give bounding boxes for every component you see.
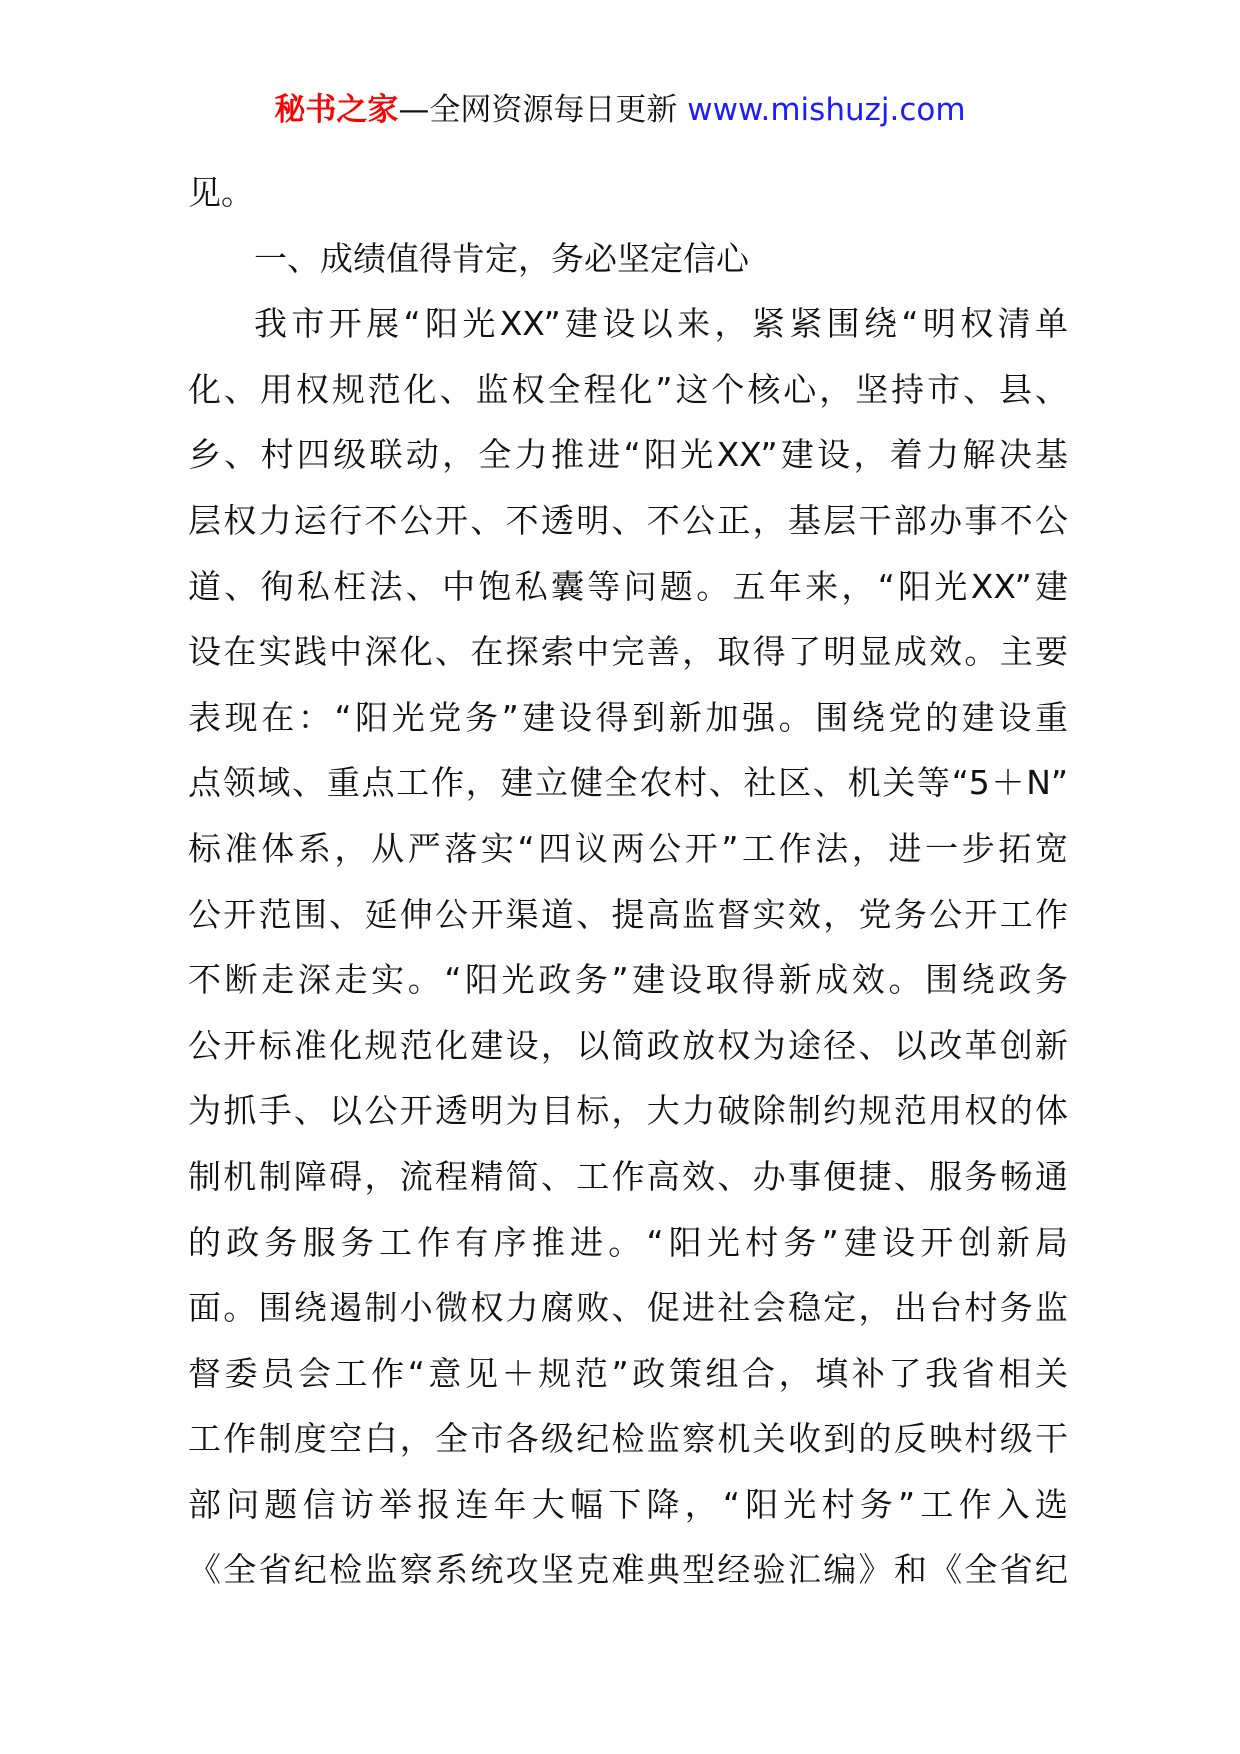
brand-name: 秘书之家 xyxy=(274,92,399,128)
text-line: 公开标准化规范化建设，以简政放权为途径、以改革创新 xyxy=(188,1025,1068,1065)
text-line: 不断走深走实。“阳光政务”建设取得新成效。围绕政务 xyxy=(188,960,1068,1000)
text-line: 道、徇私枉法、中饱私囊等问题。五年来，“阳光XX”建 xyxy=(188,566,1068,606)
document-body xyxy=(188,160,1068,1603)
text-line: 的政务服务工作有序推进。“阳光村务”建设开创新局 xyxy=(188,1222,1068,1262)
text-line: 表现在：“阳光党务”建设得到新加强。围绕党的建设重 xyxy=(188,697,1068,737)
text-line: 部问题信访举报连年大幅下降，“阳光村务”工作入选 xyxy=(188,1484,1068,1524)
text-line: 见。 xyxy=(188,173,254,212)
text-line: 乡、村四级联动，全力推进“阳光XX”建设，着力解决基 xyxy=(188,435,1068,475)
text-line: 标准体系，从严落实“四议两公开”工作法，进一步拓宽 xyxy=(188,828,1068,868)
header-tagline: —全网资源每日更新 xyxy=(398,92,688,128)
site-url-link[interactable]: www.mishuzj.com xyxy=(687,92,966,128)
text-line: 化、用权规范化、监权全程化”这个核心，坚持市、县、 xyxy=(188,369,1068,409)
text-line: 面。围绕遏制小微权力腐败、促进社会稳定，出台村务监 xyxy=(188,1288,1068,1328)
text-line: 工作制度空白，全市各级纪检监察机关收到的反映村级干 xyxy=(188,1419,1068,1459)
text-line: 公开范围、延伸公开渠道、提高监督实效，党务公开工作 xyxy=(188,894,1068,934)
text-line: 层权力运行不公开、不透明、不公正，基层干部办事不公 xyxy=(188,500,1068,540)
text-line: 督委员会工作“意见＋规范”政策组合，填补了我省相关 xyxy=(188,1353,1068,1393)
site-header xyxy=(0,92,1240,129)
text-line: 制机制障碍，流程精简、工作高效、办事便捷、服务畅通 xyxy=(188,1156,1068,1196)
text-line: 我市开展“阳光XX”建设以来，紧紧围绕“明权清单 xyxy=(254,304,1068,344)
text-line: 《全省纪检监察系统攻坚克难典型经验汇编》和《全省纪 xyxy=(188,1550,1068,1590)
text-line: 为抓手、以公开透明为目标，大力破除制约规范用权的体 xyxy=(188,1091,1068,1131)
text-line: 点领域、重点工作，建立健全农村、社区、机关等“5＋N” xyxy=(188,763,1068,803)
section-heading: 一、成绩值得肯定，务必坚定信心 xyxy=(254,238,749,278)
text-line: 设在实践中深化、在探索中完善，取得了明显成效。主要 xyxy=(188,632,1068,672)
